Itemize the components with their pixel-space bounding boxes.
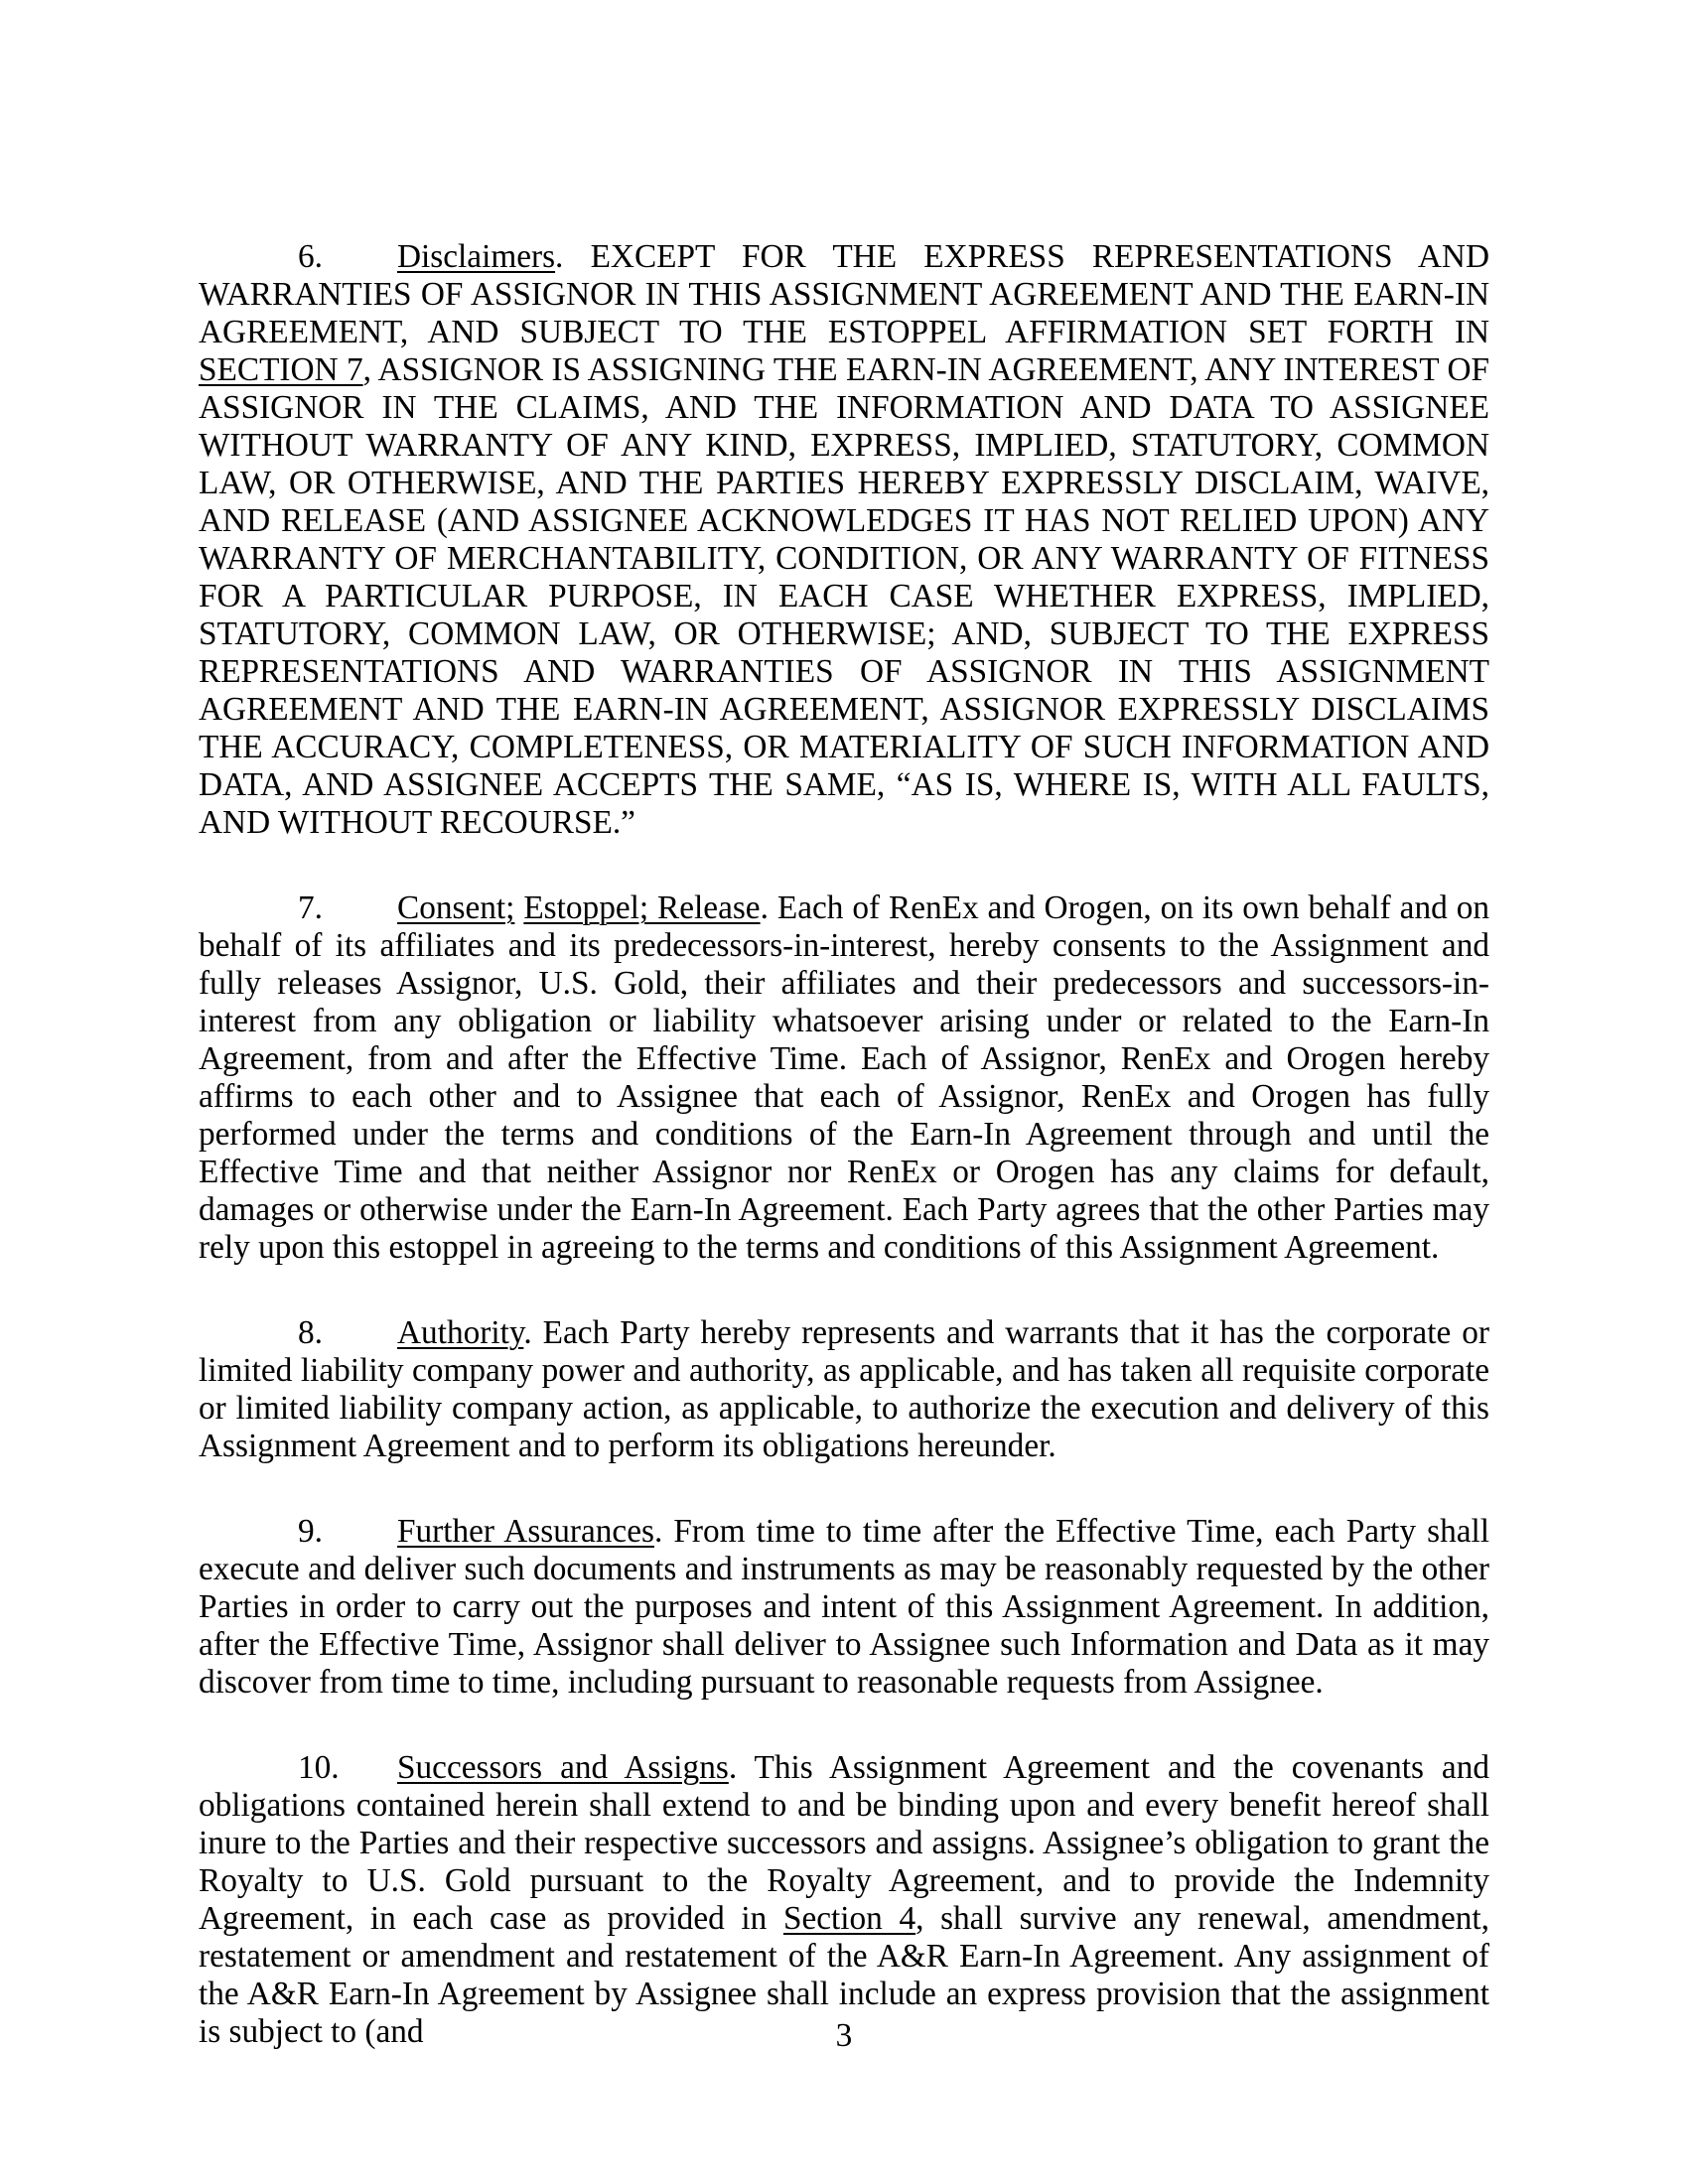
section-heading: Consent; (397, 889, 515, 926)
section-heading: Successors and Assigns (397, 1749, 729, 1786)
document-body (199, 238, 1489, 2051)
section-number: 6. (298, 238, 323, 275)
section-heading: Estoppel; Release (523, 889, 761, 926)
section-number: 10. (298, 1749, 340, 1786)
paragraph-section-9 (199, 1513, 1489, 1702)
body-text: , shall survive any renewal, amendment, restatement or amendment and restatement of the A&R Earn-In Agreement. Any assignment of the A&R Earn-In Agreement by Assignee shall include an express provision that the assignment is subject to (and (199, 1900, 1489, 2050)
section-heading: Authority (397, 1314, 524, 1351)
section-heading: Section 4 (782, 1900, 916, 1937)
body-text: . From time to time after the Effective Time, each Party shall execute and deliver such documents and instruments as may be reasonably requested by the other Parties in order to carry out the purposes and intent of this Assignment Agreement. In addition, after the Effective Time, Assignor shall deliver to Assignee such Information and Data as it may discover from time to time, including pursuant to reasonable requests from Assignee. (199, 1513, 1490, 1701)
paragraph-section-10 (199, 1749, 1489, 2051)
body-text (514, 889, 523, 926)
section-heading: Further Assurances (397, 1513, 654, 1550)
body-text: . Each Party hereby represents and warrants that it has the corporate or limited liability company power and authority, as applicable, and has taken all requisite corporate or limited liability company action, as applicable, to authorize the execution and delivery of this Assignment Agreement and to perform its obligations hereunder. (199, 1314, 1489, 1464)
section-number: 7. (298, 889, 323, 926)
section-heading: Disclaimers (397, 238, 556, 275)
body-text: . This Assignment Agreement and the covenants and obligations contained herein shall extend to and be binding upon and every benefit hereof shall inure to the Parties and their respective successors and assigns. Assignee’s obligation to grant the Royalty to U.S. Gold pursuant to the Royalty Agreement, and to provide the Indemnity Agreement, in each case as provided in (199, 1749, 1489, 1937)
paragraph-section-6 (199, 238, 1489, 842)
page-number: 3 (835, 2017, 853, 2054)
paragraph-section-8 (199, 1314, 1489, 1465)
body-text: . EXCEPT FOR THE EXPRESS REPRESENTATIONS AND WARRANTIES OF ASSIGNOR IN THIS ASSIGNMENT AGREEMENT AND THE EARN-IN AGREEMENT, AND SUBJECT TO THE ESTOPPEL AFFIRMATION SET FORTH IN (199, 238, 1489, 350)
section-number: 9. (298, 1513, 323, 1550)
section-number: 8. (298, 1314, 323, 1351)
body-text: , ASSIGNOR IS ASSIGNING THE EARN-IN AGREEMENT, ANY INTEREST OF ASSIGNOR IN THE CLAIMS, AND THE INFORMATION AND DATA TO ASSIGNEE WITHOUT WARRANTY OF ANY KIND, EXPRESS, IMPLIED, STATUTORY, COMMON LAW, OR OTHERWISE, AND THE PARTIES HEREBY EXPRESSLY DISCLAIM, WAIVE, AND RELEASE (AND ASSIGNEE ACKNOWLEDGES IT HAS NOT RELIED UPON) ANY WARRANTY OF MERCHANTABILITY, CONDITION, OR ANY WARRANTY OF FITNESS FOR A PARTICULAR PURPOSE, IN EACH CASE WHETHER EXPRESS, IMPLIED, STATUTORY, COMMON LAW, OR OTHERWISE; AND, SUBJECT TO THE EXPRESS REPRESENTATIONS AND WARRANTIES OF ASSIGNOR IN THIS ASSIGNMENT AGREEMENT AND THE EARN-IN AGREEMENT, ASSIGNOR EXPRESSLY DISCLAIMS THE ACCURACY, COMPLETENESS, OR MATERIALITY OF SUCH INFORMATION AND DATA, AND ASSIGNEE ACCEPTS THE SAME, “AS IS, WHERE IS, WITH ALL FAULTS, AND WITHOUT RECOURSE.” (199, 351, 1490, 841)
paragraph-section-7 (199, 889, 1489, 1267)
section-heading: SECTION 7 (199, 351, 363, 388)
body-text: . Each of RenEx and Orogen, on its own behalf and on behalf of its affiliates and its predecessors-in-interest, hereby consents to the Assignment and fully releases Assignor, U.S. Gold, their affiliates and their predecessors and successors-in-interest from any obligation or liability whatsoever arising under or related to the Earn-In Agreement, from and after the Effective Time. Each of Assignor, RenEx and Orogen hereby affirms to each other and to Assignee that each of Assignor, RenEx and Orogen has fully performed under the terms and conditions of the Earn-In Agreement through and until the Effective Time and that neither Assignor nor RenEx or Orogen has any claims for default, damages or otherwise under the Earn-In Agreement. Each Party agrees that the other Parties may rely upon this estoppel in agreeing to the terms and conditions of this Assignment Agreement. (199, 889, 1489, 1266)
